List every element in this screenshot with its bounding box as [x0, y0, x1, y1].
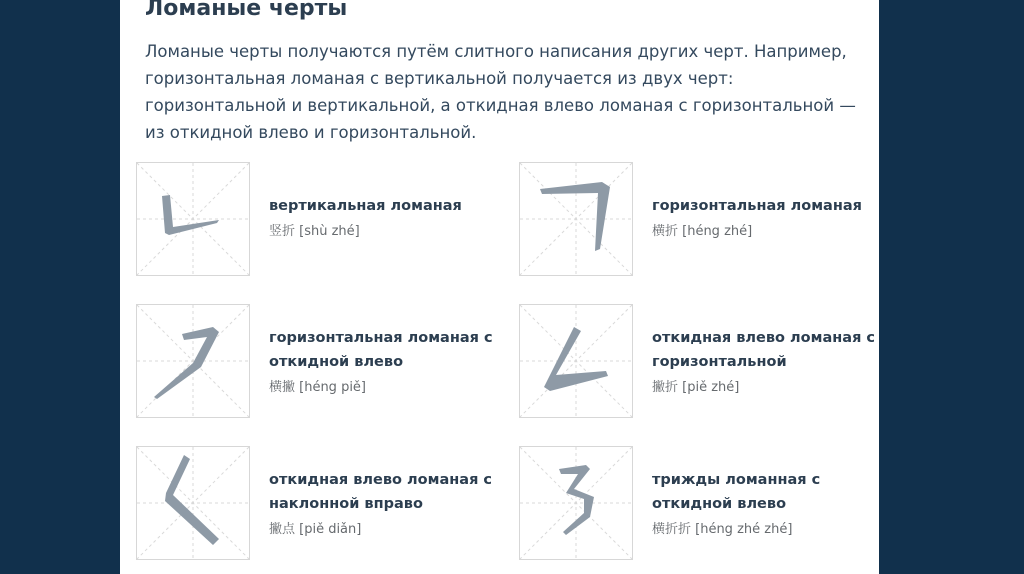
- section-intro: Ломаные черты получаются путём слитного написания других черт. Например, горизонтальная ломаная с вертикальной получается из двух черт: горизонтальной и вертикальной, а откидная влево ломаная с горизонтальной — из откидной влево и горизонтальной.: [145, 42, 856, 142]
- pie-dian-stroke-icon: [137, 447, 249, 559]
- heng-pie-stroke-icon: [137, 305, 249, 417]
- stroke-grid-box: [519, 446, 633, 560]
- stroke-name: вертикальная ломаная: [269, 198, 462, 214]
- stroke-grid-box: [136, 446, 250, 560]
- stroke-name: горизонтальная ломаная: [652, 198, 862, 214]
- content-panel: [120, 0, 879, 574]
- stroke-grid-box: [136, 304, 250, 418]
- stroke-grid-box: [519, 162, 633, 276]
- stroke-grid-box: [519, 304, 633, 418]
- stroke-pinyin: 横折 [héng zhé]: [652, 224, 753, 239]
- pie-zhe-stroke-icon: [520, 305, 632, 417]
- stroke-name: трижды ломанная с откидной влево: [652, 472, 821, 512]
- stroke-grid-box: [136, 162, 250, 276]
- stroke-name: откидная влево ломаная с горизонтальной: [652, 330, 876, 370]
- stroke-pinyin: 横折折 [héng zhé zhé]: [652, 522, 793, 537]
- heng-zhe-stroke-icon: [520, 163, 632, 275]
- stroke-pinyin: 撇折 [piě zhé]: [652, 380, 740, 395]
- heng-zhe-zhe-pie-stroke-icon: [520, 447, 632, 559]
- stroke-name: горизонтальная ломаная с откидной влево: [269, 330, 493, 370]
- stroke-pinyin: 横撇 [héng piě]: [269, 380, 366, 395]
- stroke-pinyin: 撇点 [piě diǎn]: [269, 522, 362, 537]
- section-title: Ломаные черты: [145, 0, 348, 21]
- stroke-pinyin: 竖折 [shù zhé]: [269, 224, 360, 239]
- shu-zhe-stroke-icon: [137, 163, 249, 275]
- stroke-name: откидная влево ломаная с наклонной вправо: [269, 472, 493, 512]
